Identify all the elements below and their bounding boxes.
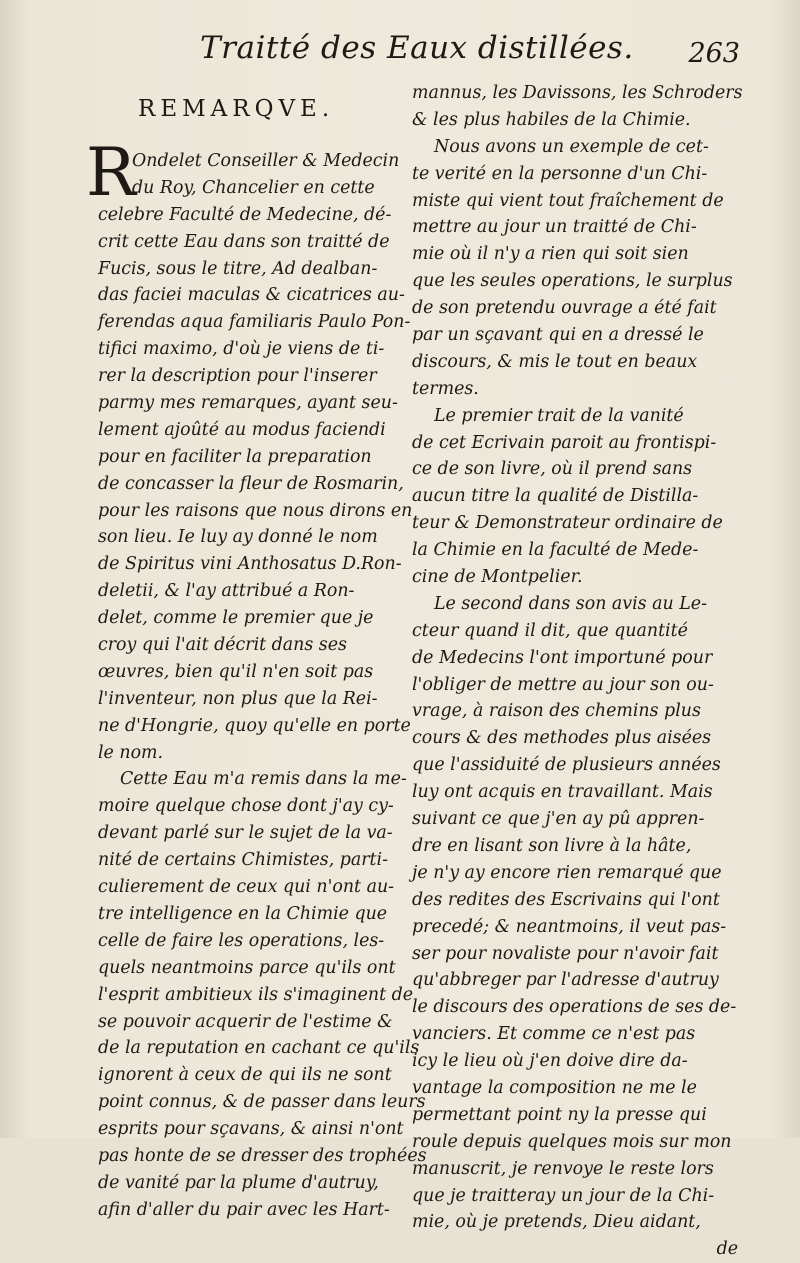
text-line: miste qui vient tout fraîchement de <box>412 190 724 211</box>
text-line: moire quelque chose dont j'ay cy- <box>98 796 394 817</box>
text-line: par un sçavant qui en a dressé le <box>412 325 704 346</box>
page-number: 263 <box>688 38 740 69</box>
text-line: aucun titre la qualité de Distilla- <box>412 486 699 507</box>
text-line: roule depuis quelques mois sur mon <box>412 1131 732 1152</box>
text-line: ser pour novaliste pour n'avoir fait <box>412 943 719 964</box>
text-line: qu'abbreger par l'adresse d'autruy <box>412 970 719 991</box>
text-line: esprits pour sçavans, & ainsi n'ont <box>98 1119 404 1140</box>
text-line: que l'assiduité de plusieurs années <box>412 755 721 776</box>
text-line: ne d'Hongrie, quoy qu'elle en porte <box>98 715 411 736</box>
text-line: je n'y ay encore rien remarqué que <box>412 862 722 883</box>
text-line: termes. <box>412 378 479 399</box>
text-line: vantage la composition ne me le <box>412 1077 697 1098</box>
text-line: mie, où je pretends, Dieu aidant, <box>412 1212 701 1233</box>
text-line: manuscrit, je renvoye le reste lors <box>412 1158 714 1179</box>
text-line: tre intelligence en la Chimie que <box>98 903 388 924</box>
text-line: croy qui l'ait décrit dans ses <box>98 635 347 656</box>
text-line: tifici maximo, d'où je viens de ti- <box>98 339 385 360</box>
section-heading: REMARQVE. <box>138 96 335 122</box>
text-line: R Ondelet Conseiller & Medecin <box>86 134 400 211</box>
text-line: vrage, à raison des chemins plus <box>412 701 701 722</box>
text-line: de cet Ecrivain paroit au frontispi- <box>412 432 717 453</box>
text-line: permettant point ny la presse qui <box>412 1104 707 1125</box>
text-line: & les plus habiles de la Chimie. <box>412 109 691 130</box>
text-line: suivant ce que j'en ay pû appren- <box>412 809 705 830</box>
text-line: parmy mes remarques, ayant seu- <box>98 393 398 414</box>
text-line: Le premier trait de la vanité <box>434 405 684 426</box>
text-line: mettre au jour un traitté de Chi- <box>412 217 697 238</box>
text-line: Le second dans son avis au Le- <box>434 593 707 614</box>
text-line: ferendas aqua familiaris Paulo Pon- <box>98 312 411 333</box>
text-line: luy ont acquis en travaillant. Mais <box>412 782 713 803</box>
text-line: l'obliger de mettre au jour son ou- <box>412 674 714 695</box>
text-line: mie où il n'y a rien qui soit sien <box>412 244 689 265</box>
text-line: son lieu. Ie luy ay donné le nom <box>98 527 378 548</box>
text-line: mannus, les Davissons, les Schroders <box>412 83 743 103</box>
running-title: Traitté des Eaux distillées. <box>200 30 634 66</box>
text-line: œuvres, bien qu'il n'en soit pas <box>98 661 374 682</box>
text-line: Nous avons un exemple de cet- <box>434 136 709 157</box>
text-line: te verité en la personne d'un Chi- <box>412 163 708 184</box>
text-line: pour en faciliter la preparation <box>98 446 372 467</box>
text-line: se pouvoir acquerir de l'estime & <box>98 1011 393 1032</box>
text-line: l'esprit ambitieux ils s'imaginent de <box>98 984 414 1005</box>
text-line: que je traitteray un jour de la Chi- <box>412 1185 715 1206</box>
text-line: cours & des methodes plus aisées <box>412 728 712 749</box>
text-line: dre en lisant son livre à la hâte, <box>412 835 692 856</box>
right-column-text <box>412 80 750 1236</box>
text-line: deletii, & l'ay attribué a Ron- <box>98 581 355 602</box>
text-line: quels neantmoins parce qu'ils ont <box>98 957 396 978</box>
catchword: de <box>716 1239 738 1260</box>
text-line: le discours des operations de ses de- <box>412 997 737 1018</box>
text-line: que les seules operations, le surplus <box>412 271 733 292</box>
text-line: discours, & mis le tout en beaux <box>412 351 698 372</box>
text-line: ce de son livre, où il prend sans <box>412 459 693 480</box>
text-line: culierement de ceux qui n'ont au- <box>98 877 395 898</box>
text-line: de Medecins l'ont importuné pour <box>412 647 713 668</box>
text-line: nité de certains Chimistes, parti- <box>98 850 388 871</box>
text-line: du Roy, Chancelier en cette <box>132 177 375 198</box>
text-line: de Spiritus vini Anthosatus D.Ron- <box>98 554 402 575</box>
right-column <box>412 80 750 1263</box>
text-line: pas honte de se dresser des trophées <box>98 1145 427 1166</box>
text-line: vanciers. Et comme ce n'est pas <box>412 1024 696 1045</box>
text-line: de la reputation en cachant ce qu'ils <box>98 1038 420 1059</box>
text-line: icy le lieu où j'en doive dire da- <box>412 1051 688 1072</box>
text-line: la Chimie en la faculté de Mede- <box>412 540 699 561</box>
text-line: teur & Demonstrateur ordinaire de <box>412 513 723 534</box>
text-line: de son pretendu ouvrage a été fait <box>412 298 717 319</box>
text-line: das faciei maculas & cicatrices au- <box>98 285 405 306</box>
running-head <box>0 30 800 80</box>
drop-cap: R <box>86 134 136 211</box>
text-line: des redites des Escrivains qui l'ont <box>412 889 720 910</box>
text-line: l'inventeur, non plus que la Rei- <box>98 688 378 709</box>
text-line: le nom. <box>98 742 164 763</box>
left-column-text <box>86 134 427 1224</box>
text-line: delet, comme le premier que je <box>98 608 374 629</box>
text-line: Cette Eau m'a remis dans la me- <box>120 769 407 790</box>
text-line: cteur quand il dit, que quantité <box>412 620 688 641</box>
text-line: celebre Faculté de Medecine, dé- <box>98 204 392 225</box>
text-line: de concasser la fleur de Rosmarin, <box>98 473 404 494</box>
text-line: crit cette Eau dans son traitté de <box>98 231 390 252</box>
text-line: devant parlé sur le sujet de la va- <box>98 823 393 844</box>
text-line: lement ajoûté au modus faciendi <box>98 419 386 440</box>
text-line: cine de Montpelier. <box>412 567 583 588</box>
text-line: pour les raisons que nous dirons en <box>98 500 413 521</box>
text-line: celle de faire les operations, les- <box>98 930 385 951</box>
left-column <box>86 80 427 1224</box>
text-line: point connus, & de passer dans leurs <box>98 1092 426 1113</box>
text-line: rer la description pour l'inserer <box>98 366 377 387</box>
text-line: Fucis, sous le titre, Ad dealban- <box>98 258 378 279</box>
text-line: ignorent à ceux de qui ils ne sont <box>98 1065 392 1086</box>
text-line: afin d'aller du pair avec les Hart- <box>98 1199 390 1220</box>
text-line: de vanité par la plume d'autruy, <box>98 1172 379 1193</box>
text-line: precedé; & neantmoins, il veut pas- <box>412 916 727 937</box>
